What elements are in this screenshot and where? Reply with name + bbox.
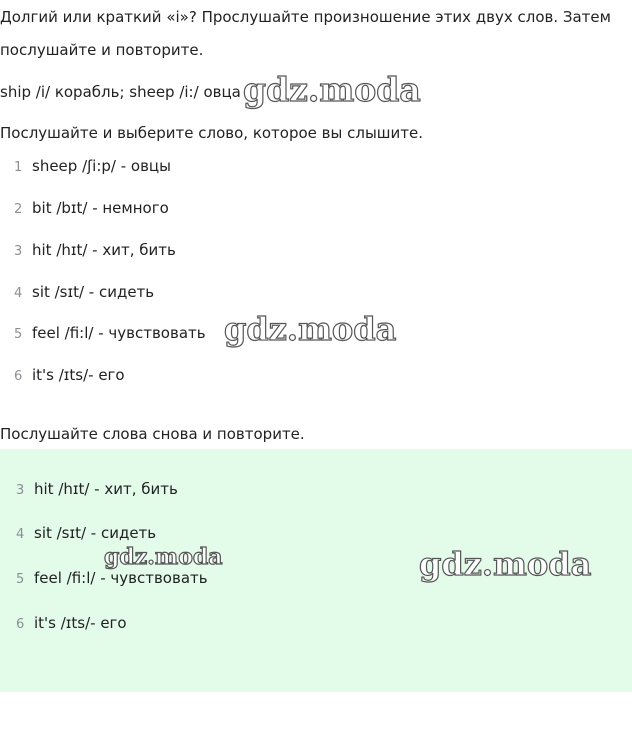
list-item bbox=[16, 613, 127, 635]
list-item bbox=[14, 198, 169, 220]
item-number: 5 bbox=[16, 572, 25, 587]
section1-heading: Послушайте и выберите слово, которое вы слышите. bbox=[0, 124, 424, 142]
intro-line-2: послушайте и повторите. bbox=[0, 41, 204, 59]
item-number: 5 bbox=[14, 327, 23, 342]
section2-heading: Послушайте слова снова и повторите. bbox=[0, 425, 305, 443]
item-number: 4 bbox=[14, 286, 23, 301]
intro-line-1: Долгий или краткий «i»? Прослушайте произношение этих двух слов. Затем bbox=[0, 8, 611, 26]
watermark: gdz.moda bbox=[419, 545, 592, 583]
intro-example: ship /i/ корабль; sheep /i:/ овца bbox=[0, 83, 241, 101]
item-text: hit /hɪt/ - хит, бить bbox=[34, 480, 178, 498]
item-number: 6 bbox=[16, 617, 25, 632]
item-number: 3 bbox=[14, 244, 23, 259]
item-text: feel /fi:l/ - чувствовать bbox=[32, 324, 206, 342]
item-text: it's /ɪts/- его bbox=[32, 366, 125, 384]
item-text: sit /sɪt/ - сидеть bbox=[32, 283, 155, 301]
list-item bbox=[14, 156, 171, 178]
list-item bbox=[16, 568, 208, 590]
item-text: it's /ɪts/- его bbox=[34, 614, 127, 632]
item-number: 6 bbox=[14, 369, 23, 384]
list-item bbox=[14, 323, 206, 345]
list-item bbox=[14, 240, 176, 262]
item-text: bit /bɪt/ - немного bbox=[32, 199, 169, 217]
list-item bbox=[16, 479, 178, 501]
watermark: gdz.moda bbox=[104, 544, 223, 570]
item-text: sheep /ʃi:p/ - овцы bbox=[32, 157, 171, 175]
item-number: 1 bbox=[14, 160, 23, 175]
list-item bbox=[16, 523, 156, 545]
item-text: sit /sɪt/ - сидеть bbox=[34, 524, 157, 542]
watermark: gdz.moda bbox=[224, 310, 397, 348]
watermark: gdz.moda bbox=[243, 70, 421, 109]
item-number: 3 bbox=[16, 483, 25, 498]
list-item bbox=[14, 282, 154, 304]
item-number: 4 bbox=[16, 527, 25, 542]
list-item bbox=[14, 365, 125, 387]
item-number: 2 bbox=[14, 202, 23, 217]
item-text: feel /fi:l/ - чувствовать bbox=[34, 569, 208, 587]
item-text: hit /hɪt/ - хит, бить bbox=[32, 241, 176, 259]
